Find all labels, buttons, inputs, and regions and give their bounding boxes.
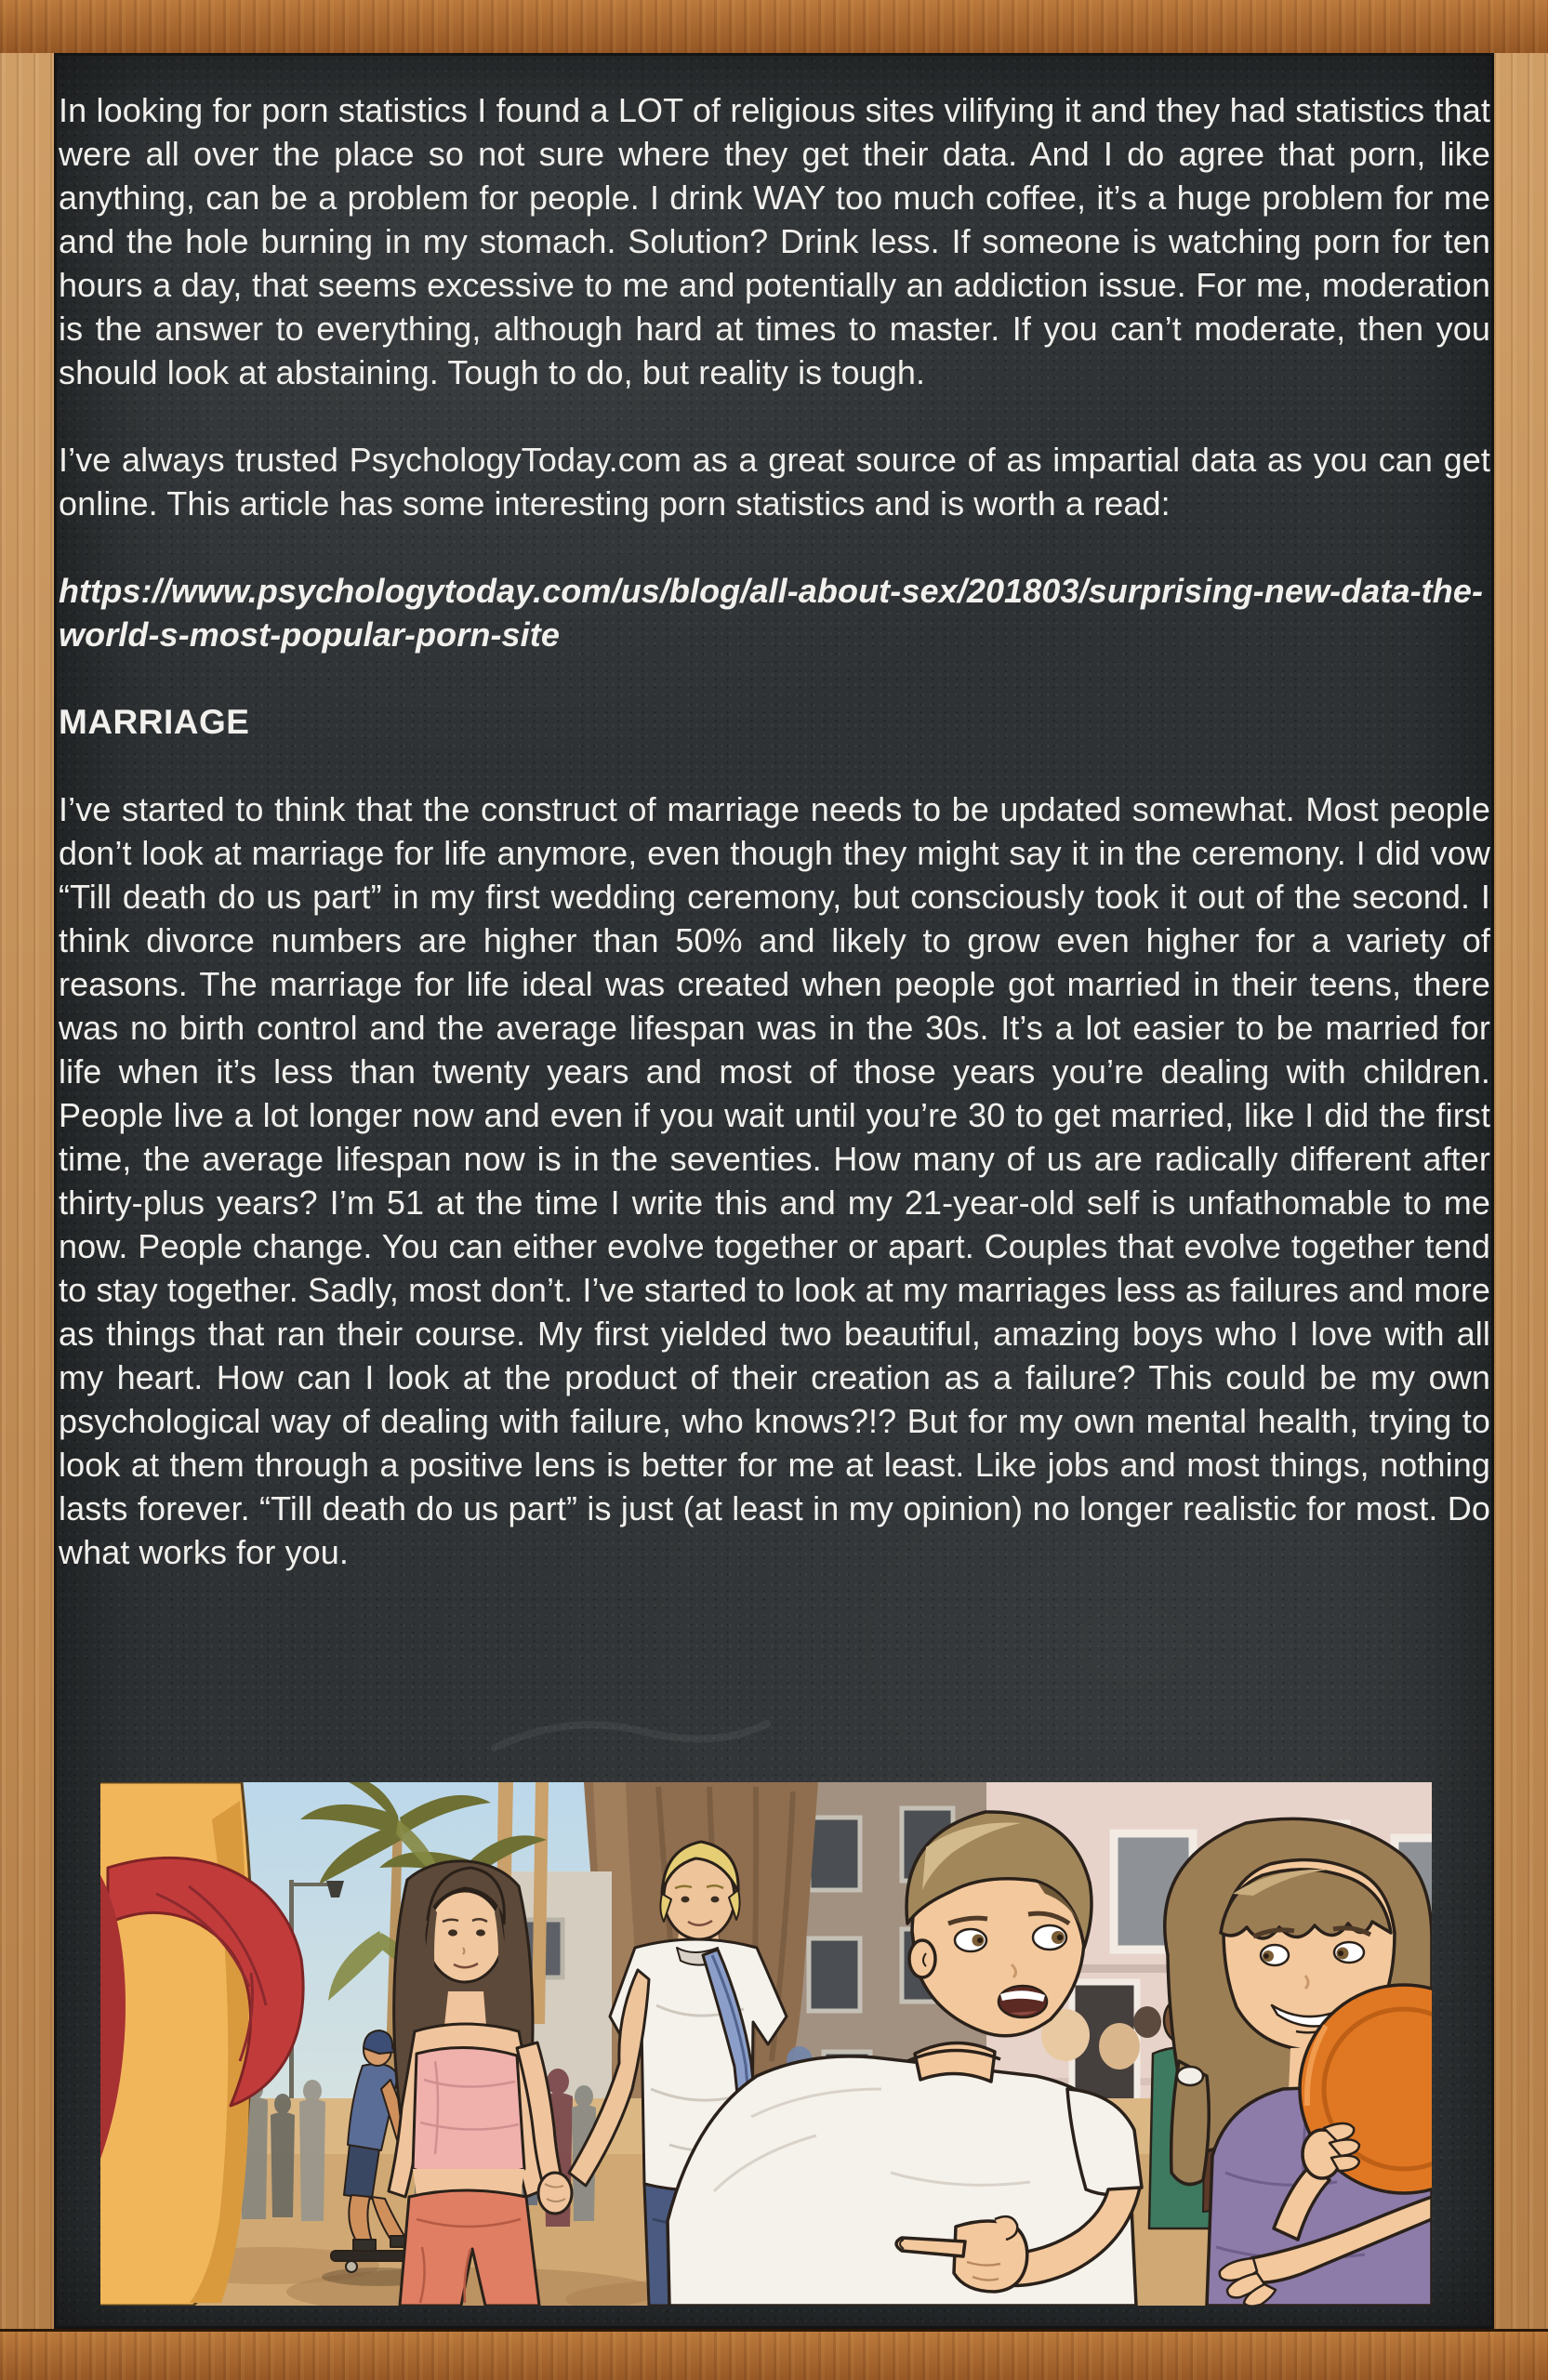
comic-panel <box>100 1782 1432 2306</box>
paragraph-marriage: I’ve started to think that the construct of marriage needs to be updated somewhat. Most people don’t look at marriage for life anymore, even though they might say it in the ceremony. I did vow “Till death do us part” in my first wedding ceremony, but consciously took it out of the second. I think divorce numbers are higher than 50% and likely to grow even higher for a variety of reasons. The marriage for life ideal was created when people got married in their teens, there was no birth control and the average lifespan was in the 30s. It’s a lot easier to be married for life when it’s less than twenty years and most of those years you’re dealing with children. People live a lot longer now and even if you wait until you’re 30 to get married, like I did the first time, the average lifespan now is in the seventies. How many of us are radically different after thirty-plus years? I’m 51 at the time I write this and my 21-year-old self is unfathomable to me now. People change. You can either evolve together or apart. Couples that evolve together tend to stay together. Sadly, most don’t. I’ve started to look at my marriages less as failures and more as things that ran their course. My first yielded two beautiful, amazing boys who I love with all my heart. How can I look at the product of their creation as a failure? This could be my own psychological way of dealing with failure, who knows?!? But for my own mental health, trying to look at them through a positive lens is better for me at least. Like jobs and most things, nothing lasts forever. “Till death do us part” is just (at least in my opinion) no longer realistic for most. Do what works for you. <box>59 790 1490 1571</box>
wood-frame-right <box>1494 53 1548 2329</box>
article-text <box>59 88 1490 1618</box>
woman-pink-top <box>389 1861 545 2306</box>
paragraph-psychology-today: I’ve always trusted PsychologyToday.com as a great source of as impartial data as you can get online. This article has some interesting porn statistics and is worth a read: <box>59 441 1490 522</box>
paragraph-porn-statistics: In looking for porn statistics I found a LOT of religious sites vilifying it and they had statistics that were all over the place so not sure where they get their data. And I do agree that porn, like anything, can be a problem for people. I drink WAY too much coffee, it’s a huge problem for me and the hole burning in my stomach. Solution? Drink less. If someone is watching porn for ten hours a day, that seems excessive to me and potentially an addiction issue. For me, moderation is the answer to everything, although hard at times to master. If you can’t moderate, then you should look at abstaining. Tough to do, but reality is tough. <box>59 91 1490 391</box>
wood-frame-bottom <box>0 2329 1548 2380</box>
chalk-smudge <box>483 1699 781 1765</box>
marriage-heading: MARRIAGE <box>59 703 250 741</box>
article-url: https://www.psychologytoday.com/us/blog/all-about-sex/201803/surprising-new-data-the-world-s-most-popular-porn-site <box>59 572 1484 654</box>
wood-frame-top <box>0 0 1548 56</box>
wood-frame-left <box>0 53 54 2329</box>
